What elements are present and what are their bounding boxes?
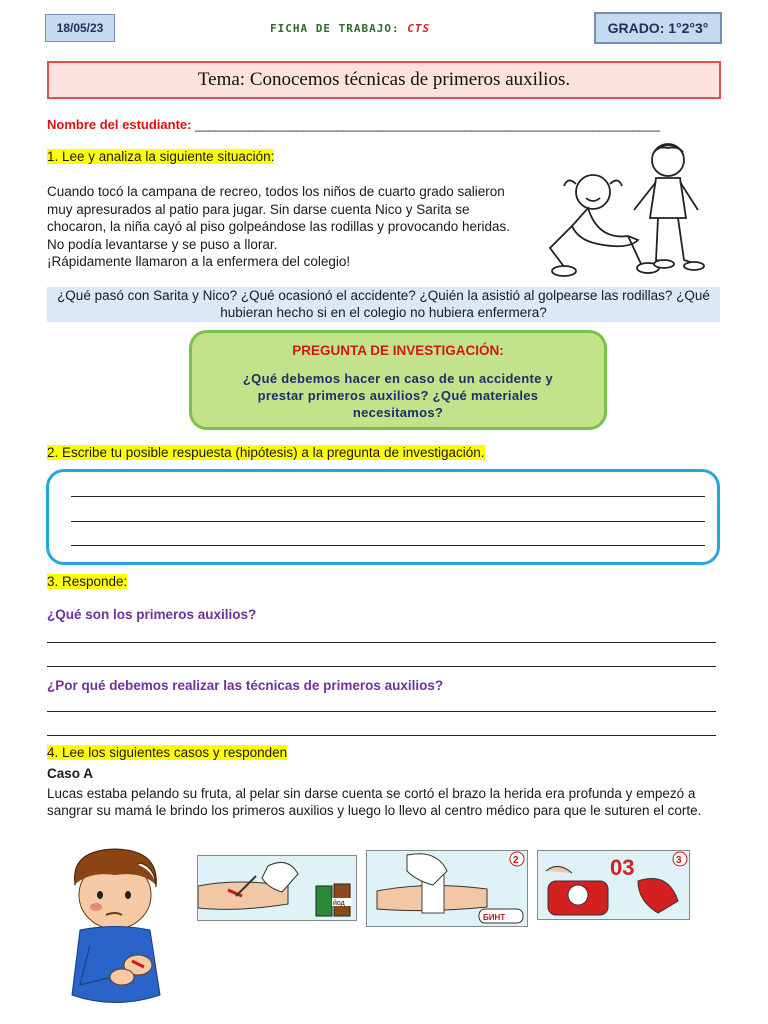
question-what-first-aid: ¿Qué son los primeros auxilios?: [47, 607, 257, 622]
question-why-first-aid: ¿Por qué debemos realizar las técnicas de primeros auxilios?: [47, 678, 444, 693]
situation-paragraph: Cuando tocó la campana de recreo, todos los niños de cuarto grado salieron muy apresurados al patio para jugar. Sin darse cuenta Nico y Sarita se chocaron, la niña cayó al piso golpeándose las rodillas y provocando heridas. No podía levantarse y se puso a llorar. ¡Rápidamente llamaron a la enfermera del colegio!: [47, 184, 511, 269]
reflection-questions: ¿Qué pasó con Sarita y Nico? ¿Qué ocasionó el accidente? ¿Quién la asistió al golpearse las rodillas? ¿Qué hubieran hecho si en el colegio no hubiera enfermera?: [47, 287, 720, 322]
section3-heading: 3. Responde:: [47, 574, 128, 589]
ficha-label: FICHA DE TRABAJO:: [270, 22, 400, 35]
answer-line[interactable]: [47, 642, 716, 643]
injured-boy-illustration: [60, 845, 175, 1015]
section4-heading: 4. Lee los siguientes casos y responden: [47, 745, 288, 760]
answer-line[interactable]: [47, 666, 716, 667]
date-box: 18/05/23: [45, 14, 115, 42]
first-aid-bandage-picture: [366, 850, 528, 927]
grado-box: GRADO: 1°2°3°: [594, 12, 722, 44]
answer-line[interactable]: [71, 521, 705, 522]
answer-line[interactable]: [71, 496, 705, 497]
answer-line[interactable]: [47, 735, 716, 736]
ficha-title: [270, 22, 430, 35]
case-a-paragraph: Lucas estaba pelando su fruta, al pelar sin darse cuenta se cortó el brazo la herida era profunda y empezó a sangrar su mamá le brindo los primeros auxilios y luego lo llevo al centro médico para que le suturen el corte.: [47, 786, 702, 818]
section1-heading: 1. Lee y analiza la siguiente situación:: [47, 149, 275, 164]
bandage-label: БИНТ: [483, 913, 506, 922]
bottle-label: йод: [333, 900, 345, 907]
answer-line[interactable]: [71, 545, 705, 546]
emergency-call-picture: [537, 850, 690, 920]
student-name-field[interactable]: [47, 117, 659, 132]
case-a-title: Caso A: [47, 766, 94, 781]
ficha-subject: CTS: [407, 22, 431, 35]
student-name-label: Nombre del estudiante:: [47, 117, 192, 132]
first-aid-disinfect-picture: [197, 855, 357, 921]
research-question-text: ¿Qué debemos hacer en caso de un accidente y prestar primeros auxilios? ¿Qué materiales necesitamos?: [242, 371, 554, 420]
kids-illustration: [538, 140, 718, 280]
student-name-blank[interactable]: _____________________________________________________________________: [195, 117, 660, 132]
step-3-badge: 3: [676, 855, 682, 866]
section2-heading: 2. Escribe tu posible respuesta (hipótesis) a la pregunta de investigación.: [47, 445, 485, 460]
step-2-badge: 2: [513, 855, 519, 866]
research-question-title: PREGUNTA DE INVESTIGACIÓN:: [292, 343, 504, 358]
answer-line[interactable]: [47, 711, 716, 712]
tema-title: Tema: Conocemos técnicas de primeros auxilios.: [47, 61, 721, 99]
hypothesis-answer-box[interactable]: [46, 469, 720, 565]
research-question-box: [189, 330, 607, 430]
phone-number: 03: [610, 855, 635, 880]
